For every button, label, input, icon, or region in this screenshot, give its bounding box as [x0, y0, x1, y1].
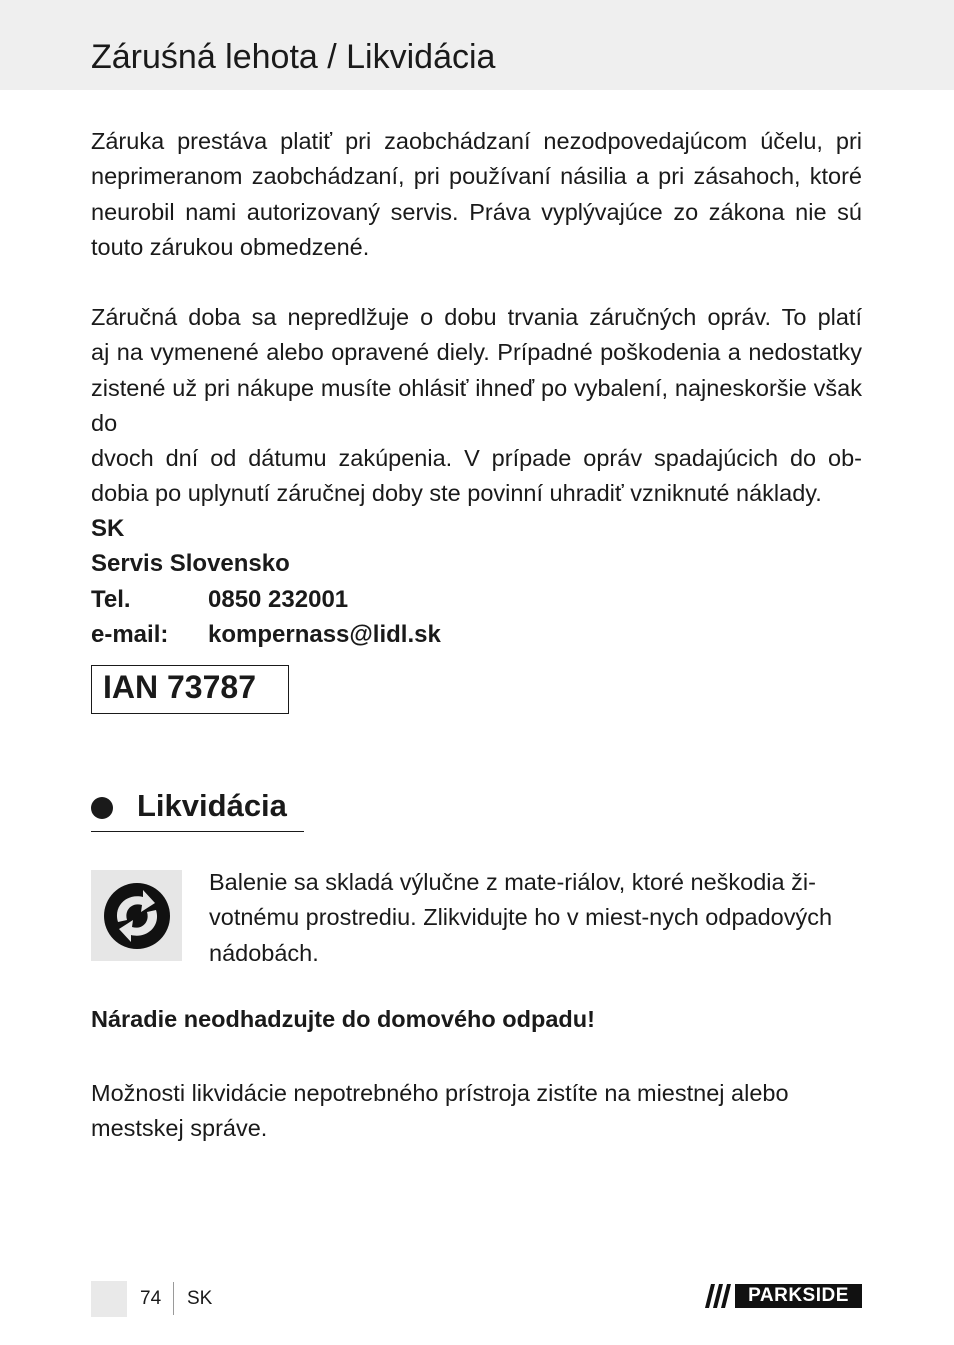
packaging-disposal-text: [209, 865, 862, 971]
disposal-heading-text: Likvidácia: [137, 788, 287, 823]
page-title: Záruśná lehota / Likvidácia: [91, 38, 496, 76]
page-number: 74: [140, 1288, 162, 1309]
service-country: SK: [91, 515, 125, 542]
text-line: Balenie sa skladá výlučne z mate-riálov, ktoré neškodia ži-: [209, 869, 816, 895]
text-line: touto zárukou obmedzené.: [91, 233, 370, 260]
text-line: zistené už pri nákupe musíte ohlásiť ihneď po vybalení, najneskoršie však do: [91, 374, 862, 436]
text-line: neurobil nami autorizovaný servis. Práva vyplývajúce zo zákona nie sú: [91, 198, 862, 225]
ian-label: IAN 73787: [103, 669, 256, 705]
service-contact-block: [91, 511, 441, 652]
green-dot-recycling-icon: [91, 870, 182, 961]
text-line: dvoch dní od dátumu zakúpenia. V prípade opráv spadajúcich do ob-: [91, 445, 862, 472]
disposal-info-paragraph: [91, 1076, 862, 1147]
text-line: Možnosti likvidácie nepotrebného prístroja zistíte na miestnej alebo: [91, 1080, 789, 1106]
footer-divider: [173, 1282, 174, 1315]
footer-language: SK: [187, 1288, 213, 1309]
bullet-icon: [91, 797, 113, 819]
service-email-row: [91, 617, 441, 652]
disposal-warning: Náradie neodhadzujte do domového odpadu!: [91, 1006, 595, 1032]
text-line: votnému prostrediu. Zlikvidujte ho v miest-nych odpadových: [209, 904, 833, 931]
disposal-section-heading: [91, 786, 304, 832]
text-line: dobia po uplynutí záručnej doby ste povinní uhradiť vzniknuté náklady.: [91, 480, 822, 507]
ian-box: [91, 665, 289, 714]
parkside-logo: [705, 1284, 862, 1308]
text-line: Záruka prestáva platiť pri zaobchádzaní nezodpovedajúcom účelu, pri: [91, 128, 862, 154]
phone-label: Tel.: [91, 585, 131, 613]
warranty-paragraph-2: [91, 300, 862, 512]
footer-marker: [91, 1281, 127, 1317]
text-line: aj na vymenené alebo opravené diely. Prípadné poškodenia a nedostatky: [91, 339, 862, 366]
text-line: mestskej správe.: [91, 1115, 268, 1142]
brand-name: PARKSIDE: [735, 1284, 862, 1308]
logo-stripes-icon: [705, 1284, 735, 1308]
text-line: nádobách.: [209, 939, 319, 966]
service-phone-row: [91, 582, 441, 617]
service-name: Servis Slovensko: [91, 550, 290, 578]
warranty-paragraph-1: [91, 124, 862, 265]
email-label: e-mail:: [91, 620, 169, 648]
phone-value: 0850 232001: [208, 585, 349, 613]
email-value[interactable]: kompernass@lidl.sk: [208, 620, 441, 648]
text-line: Záručná doba sa nepredlžuje o dobu trvania záručných opráv. To platí: [91, 304, 862, 330]
text-line: neprimeranom zaobchádzaní, pri používaní násilia a pri zásahoch, ktoré: [91, 163, 862, 190]
